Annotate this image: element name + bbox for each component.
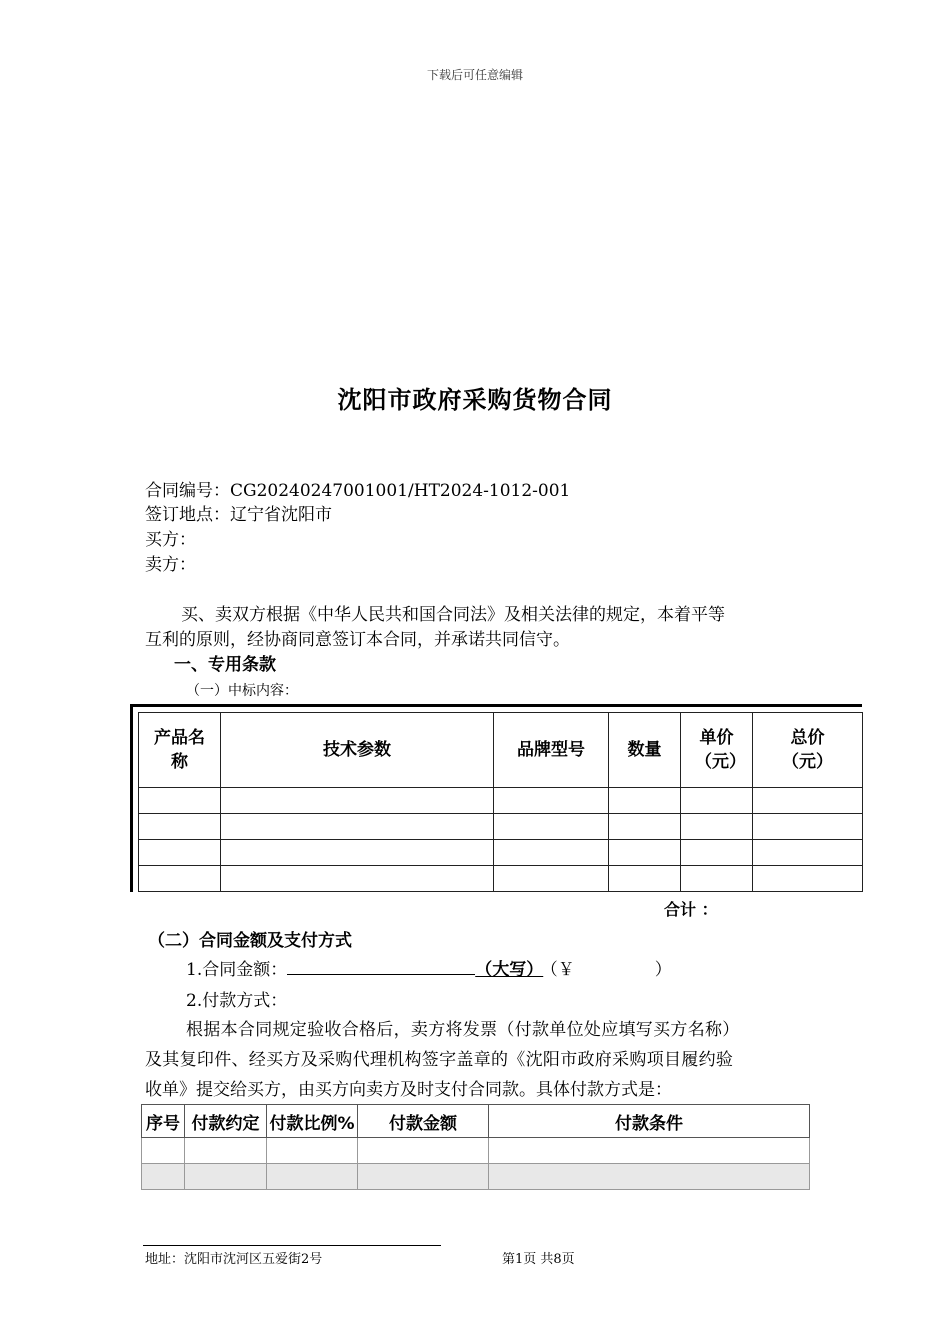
col-ratio: 付款比例% <box>267 1105 358 1138</box>
table-cell[interactable] <box>489 1164 810 1190</box>
table-cell[interactable] <box>489 1138 810 1164</box>
table-cell[interactable] <box>494 840 609 866</box>
amount-label: 1.合同金额： <box>186 960 288 980</box>
table-row <box>142 1138 810 1164</box>
footer-address: 地址：沈阳市沈河区五爱街2号 <box>145 1252 323 1267</box>
table-cell[interactable] <box>185 1164 267 1190</box>
table-cell[interactable] <box>221 788 494 814</box>
table-cell[interactable] <box>139 840 221 866</box>
payment-paragraph-2: 及其复印件、经买方及采购代理机构签字盖章的《沈阳市政府采购项目履约验 <box>145 1050 734 1070</box>
col-unit-price: 单价（元） <box>681 713 753 788</box>
table-cell[interactable] <box>494 814 609 840</box>
table-row <box>139 840 863 866</box>
table-cell[interactable] <box>609 814 681 840</box>
col-tech-params: 技术参数 <box>221 713 494 788</box>
intro-line-2: 互利的原则，经协商同意签订本合同，并承诺共同信守。 <box>145 630 570 650</box>
col-total-price: 总价（元） <box>753 713 863 788</box>
table-row <box>139 866 863 892</box>
footer-divider <box>143 1245 441 1246</box>
table-cell[interactable] <box>139 788 221 814</box>
col-product-name: 产品名称 <box>139 713 221 788</box>
table-cell[interactable] <box>267 1138 358 1164</box>
table-cell[interactable] <box>753 814 863 840</box>
col-amount: 付款金额 <box>358 1105 489 1138</box>
payment-method-label: 2.付款方式： <box>186 991 288 1011</box>
contract-number: 合同编号：CG20240247001001/HT2024-1012-001 <box>145 481 571 501</box>
amount-close: ） <box>654 960 672 980</box>
col-seq: 序号 <box>142 1105 185 1138</box>
table-cell[interactable] <box>681 866 753 892</box>
seller-line: 卖方： <box>145 555 196 575</box>
table-row <box>139 788 863 814</box>
amount-yen: （￥ <box>549 960 575 980</box>
table-cell[interactable] <box>358 1138 489 1164</box>
payment-header-row <box>142 1105 810 1138</box>
table-cell[interactable] <box>221 814 494 840</box>
table-cell[interactable] <box>139 814 221 840</box>
table-cell[interactable] <box>609 788 681 814</box>
table-cell[interactable] <box>139 866 221 892</box>
table-row <box>139 814 863 840</box>
subsection-bid-content: （一）中标内容： <box>186 683 298 699</box>
col-conditions: 付款条件 <box>489 1105 810 1138</box>
total-label: 合计 ： <box>664 900 718 919</box>
table-cell[interactable] <box>267 1164 358 1190</box>
table-cell[interactable] <box>142 1138 185 1164</box>
table-cell[interactable] <box>609 840 681 866</box>
table-cell[interactable] <box>358 1164 489 1190</box>
table-cell[interactable] <box>494 788 609 814</box>
amount-blank[interactable] <box>287 956 475 975</box>
header-note: 下载后可任意编辑 <box>426 68 523 82</box>
col-quantity: 数量 <box>609 713 681 788</box>
table-cell[interactable] <box>681 788 753 814</box>
payment-paragraph-3: 收单》提交给买方，由买方向卖方及时支付合同款。具体付款方式是： <box>145 1080 672 1100</box>
col-agreement: 付款约定 <box>185 1105 267 1138</box>
section-contract-amount: （二）合同金额及支付方式 <box>148 931 352 951</box>
table-cell[interactable] <box>494 866 609 892</box>
intro-line-1: 买、卖双方根据《中华人民共和国合同法》及相关法律的规定，本着平等 <box>181 605 725 625</box>
items-header-row <box>139 713 863 788</box>
table-cell[interactable] <box>185 1138 267 1164</box>
payment-paragraph-1: 根据本合同规定验收合格后，卖方将发票（付款单位处应填写买方名称） <box>186 1020 740 1040</box>
table-cell[interactable] <box>142 1164 185 1190</box>
table-cell[interactable] <box>221 840 494 866</box>
table-cell[interactable] <box>753 866 863 892</box>
table-cell[interactable] <box>609 866 681 892</box>
table-cell[interactable] <box>681 840 753 866</box>
document-title: 沈阳市政府采购货物合同 <box>337 385 613 414</box>
col-brand-model: 品牌型号 <box>494 713 609 788</box>
items-table <box>138 712 863 892</box>
table-cell[interactable] <box>753 788 863 814</box>
table-cell[interactable] <box>753 840 863 866</box>
sign-place: 签订地点：辽宁省沈阳市 <box>145 505 332 525</box>
footer-page-number: 第1页 共8页 <box>502 1252 575 1267</box>
table-row <box>142 1164 810 1190</box>
table-cell[interactable] <box>221 866 494 892</box>
amount-upper-label: （大写） <box>475 960 544 980</box>
section-special-terms: 一、专用条款 <box>174 655 276 675</box>
buyer-line: 买方： <box>145 530 196 550</box>
payment-table <box>141 1104 810 1190</box>
table-cell[interactable] <box>681 814 753 840</box>
contract-amount-line <box>186 955 672 980</box>
